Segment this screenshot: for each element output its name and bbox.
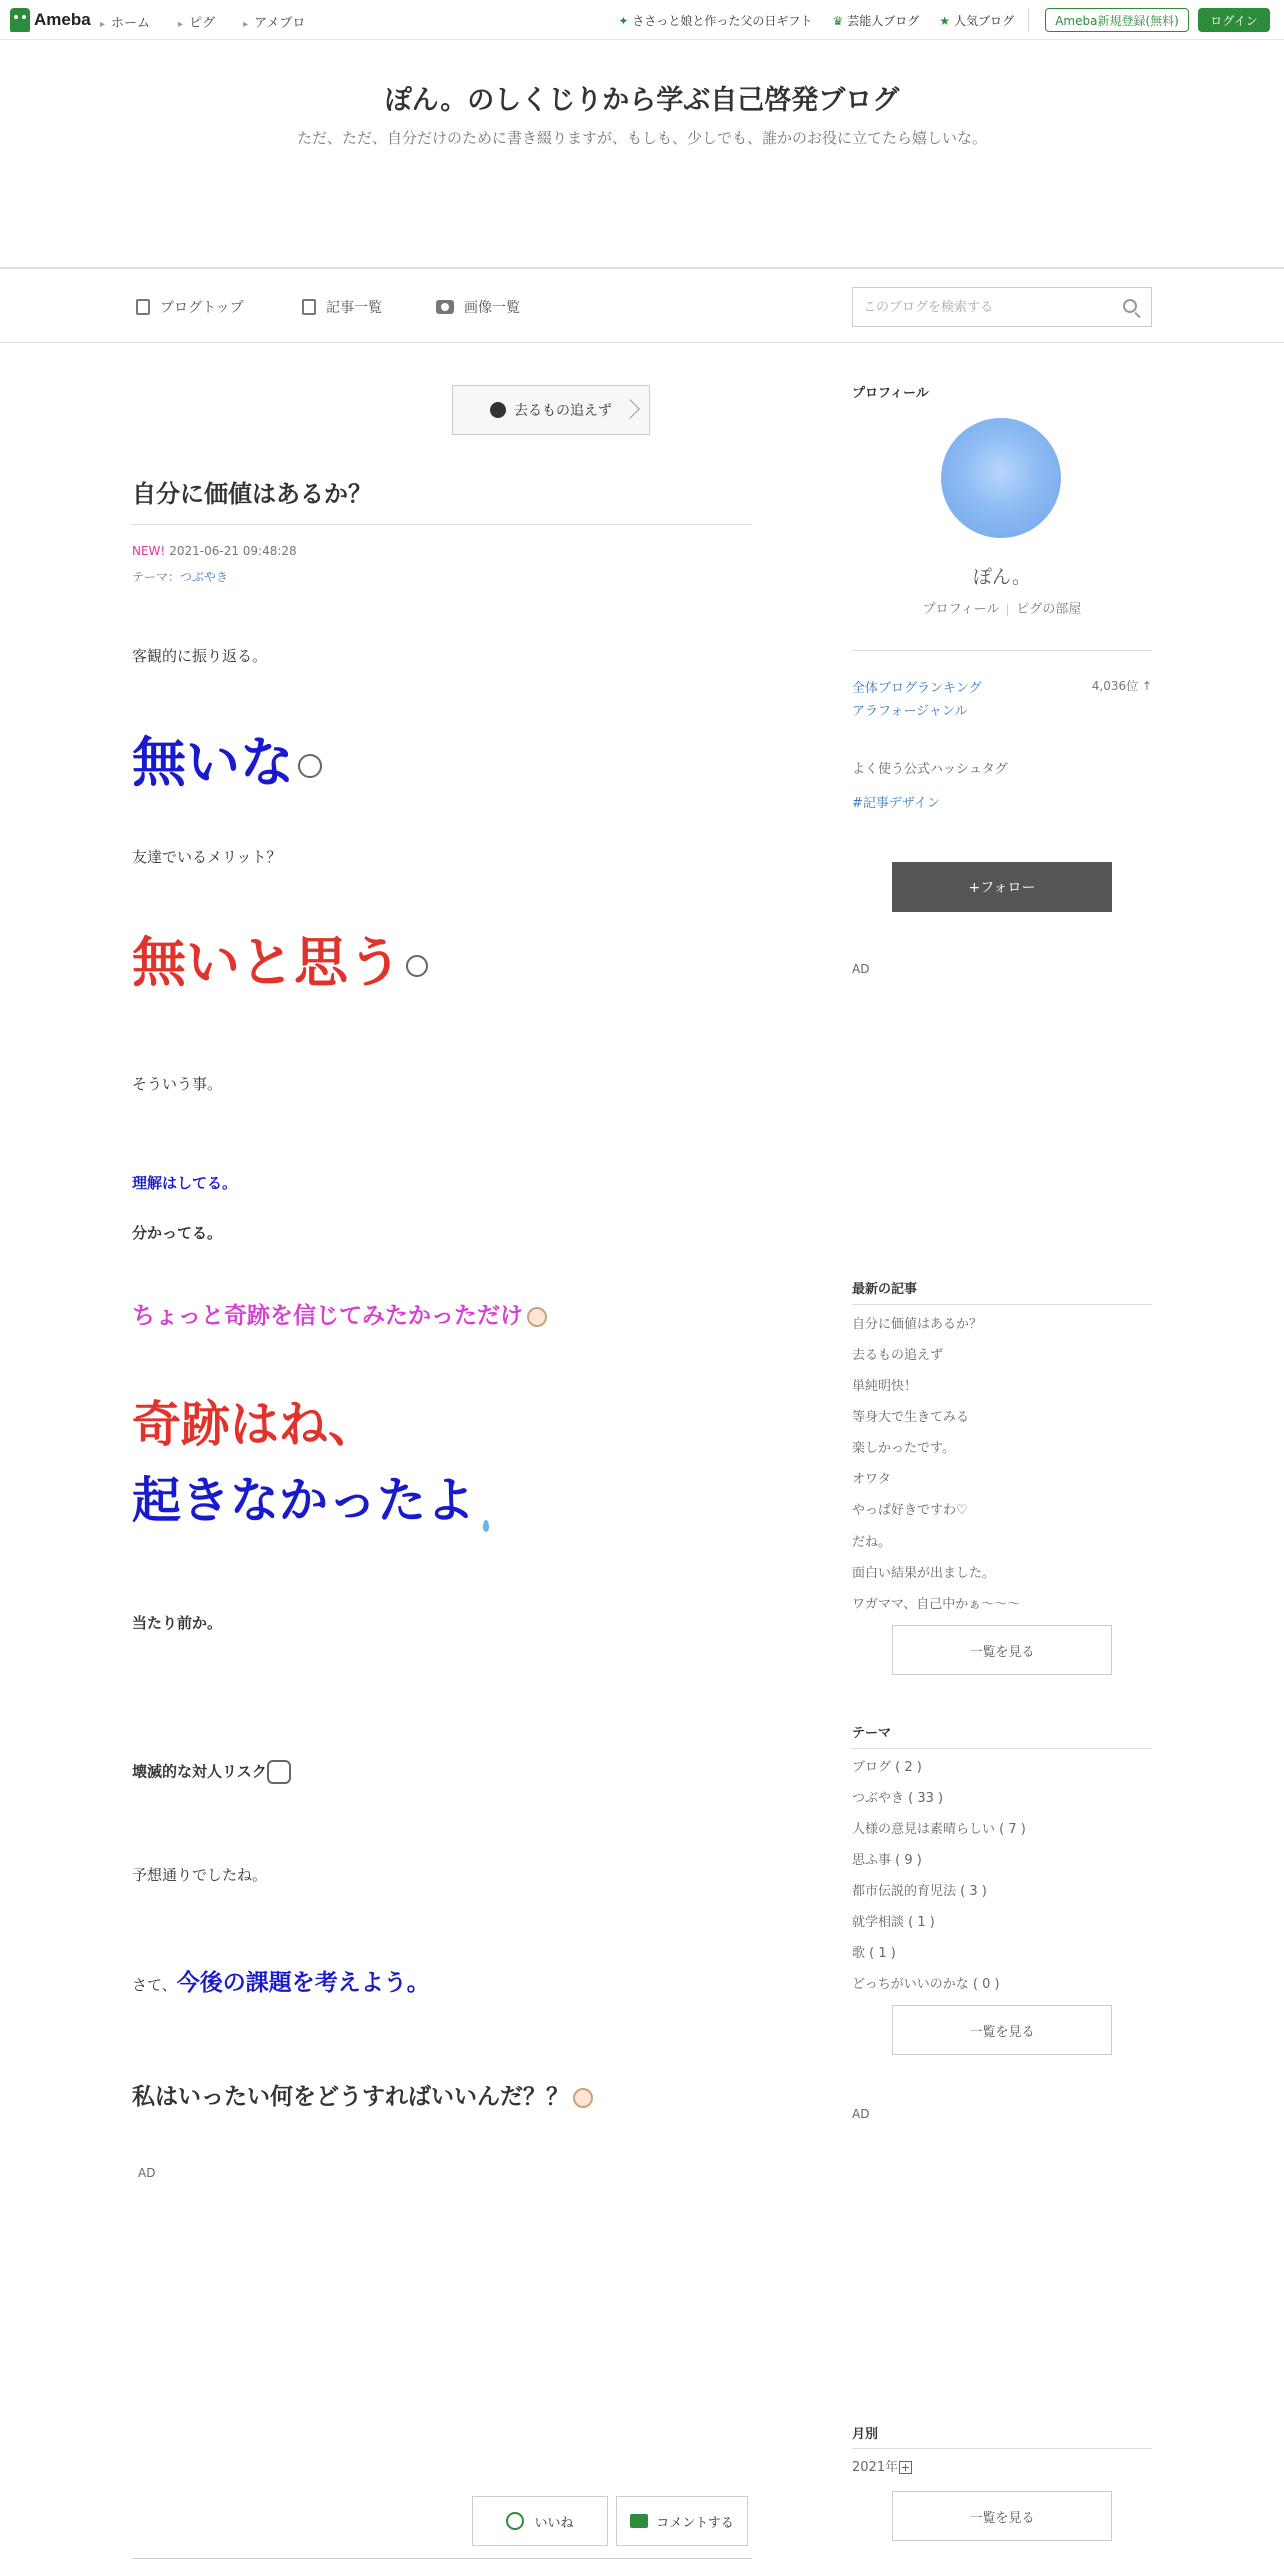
article-text: 客観的に振り返る。 — [132, 647, 268, 665]
recent-entry-link[interactable]: 自分に価値はあるか？ — [852, 1317, 983, 1332]
recent-entry-link[interactable]: ワガママ、自己中かぁ〜〜〜 — [852, 1597, 1021, 1612]
hashtag-link[interactable]: #記事デザイン — [852, 796, 940, 811]
article-date — [132, 544, 297, 558]
article-heading — [132, 1462, 489, 1532]
subnav-blog-top-label: ブログトップ — [160, 300, 244, 316]
article-text: 分かってる。 — [132, 1224, 223, 1242]
article-heading — [132, 720, 322, 797]
divider — [852, 2448, 1152, 2449]
pigg-room-link[interactable]: ピグの部屋 — [1016, 602, 1082, 617]
comment-label: コメントする — [656, 2515, 734, 2531]
theme-link[interactable]: つぶやき ( 33 ) — [852, 1791, 944, 1806]
prev-entry-button[interactable] — [452, 385, 650, 435]
theme-link[interactable]: 歌 ( 1 ) — [852, 1946, 896, 1961]
theme-prefix: テーマ： — [132, 570, 181, 584]
blog-title[interactable]: ぽん。のしくじりから学ぶ自己啓発ブログ — [384, 85, 900, 116]
subnav-entry-list-label: 記事一覧 — [326, 300, 382, 316]
profile-links — [852, 598, 1152, 617]
hashtag-heading: よく使う公式ハッシュタグ — [852, 762, 1008, 777]
article-theme — [132, 568, 228, 585]
theme-link[interactable]: 就学相談 ( 1 ) — [852, 1915, 935, 1930]
theme-heading: テーマ — [852, 1726, 892, 1741]
comment-icon — [630, 2514, 648, 2528]
article-heading-text: 起きなかったよ — [132, 1472, 476, 1529]
theme-link[interactable]: 人様の意見は素晴らしい ( 7 ) — [852, 1822, 1026, 1837]
search-icon[interactable] — [1123, 299, 1137, 313]
crown-icon: ♛ — [832, 14, 844, 28]
blog-subnav — [0, 271, 1284, 343]
prev-entry-label: 去るもの追えず — [514, 403, 612, 419]
article-heading-text: ちょっと奇跡を信じてみたかっただけ — [132, 1303, 523, 1329]
divider — [1028, 8, 1029, 32]
divider — [852, 1304, 1152, 1305]
global-header — [0, 0, 1284, 40]
article-text-inline: さて、 — [132, 1976, 177, 1994]
face-emoji-icon — [298, 754, 322, 778]
divider — [852, 1748, 1152, 1749]
article-text: 予想通りでしたね。 — [132, 1866, 268, 1884]
login-button[interactable]: ログイン — [1198, 8, 1270, 32]
theme-link[interactable]: 思ふ事 ( 9 ) — [852, 1853, 922, 1868]
promo-link-popular[interactable] — [939, 12, 1014, 29]
theme-link[interactable]: 都市伝説的育児法 ( 3 ) — [852, 1884, 987, 1899]
article-heading: 奇跡はね、 — [132, 1396, 378, 1453]
recent-entries-heading: 最新の記事 — [852, 1282, 918, 1297]
follow-button[interactable]: +フォロー — [892, 862, 1112, 912]
ad-label: AD — [852, 2107, 870, 2121]
article-title[interactable]: 自分に価値はあるか？ — [132, 480, 372, 508]
monthly-heading: 月別 — [852, 2427, 879, 2442]
profile-heading: プロフィール — [852, 386, 929, 401]
smile-emoji-icon — [573, 2088, 593, 2108]
droplet-icon — [483, 1520, 489, 1532]
divider — [1007, 604, 1008, 616]
recent-entry-link[interactable]: 去るもの追えず — [852, 1348, 944, 1363]
see-all-themes-button[interactable]: 一覧を見る — [892, 2005, 1112, 2055]
smile-icon — [506, 2512, 524, 2530]
ranking-value: 4,036位 ↑ — [1091, 679, 1152, 693]
recent-entry-link[interactable]: 楽しかったです。 — [852, 1441, 955, 1456]
theme-link[interactable]: どっちがいいのかな ( 0 ) — [852, 1977, 1000, 1992]
ameba-logo[interactable] — [10, 8, 91, 32]
profile-link[interactable]: プロフィール — [922, 602, 1000, 617]
subnav-image-list[interactable] — [436, 297, 520, 317]
ad-label: AD — [138, 2166, 156, 2180]
recent-entry-link[interactable]: 面白い結果が出ました。 — [852, 1566, 996, 1581]
speech-bubble-icon — [490, 402, 506, 418]
document-icon — [136, 299, 150, 315]
see-all-entries-button[interactable]: 一覧を見る — [892, 1625, 1112, 1675]
expand-plus-icon[interactable] — [899, 2461, 912, 2474]
recent-entry-link[interactable]: 単純明快！ — [852, 1379, 918, 1394]
blog-search-input[interactable] — [863, 288, 1103, 326]
ranking-overall-link[interactable]: 全体ブログランキング — [852, 681, 982, 696]
breadcrumb — [100, 12, 305, 31]
nav-home-link[interactable]: ▸ ホーム — [100, 12, 150, 31]
promo-link-celebrity[interactable] — [832, 12, 919, 29]
recent-entry-link[interactable]: だね。 — [852, 1535, 892, 1550]
subnav-entry-list[interactable] — [302, 297, 382, 317]
register-button[interactable]: Ameba新規登録(無料) — [1045, 8, 1189, 32]
copy-icon — [302, 299, 316, 315]
divider — [852, 650, 1152, 651]
smile-emoji-icon — [527, 1307, 547, 1327]
article-text — [132, 1760, 291, 1784]
blog-header — [0, 41, 1284, 269]
ranking-genre-link[interactable]: アラフォージャンル — [852, 704, 968, 719]
comment-button[interactable] — [616, 2496, 748, 2546]
month-label: 2021年 — [852, 2460, 899, 2475]
article-datetime: 2021-06-21 09:48:28 — [169, 544, 297, 558]
promo-link-gift[interactable] — [618, 12, 812, 29]
article-text: 理解はしてる。 — [132, 1174, 238, 1192]
divider — [132, 2558, 752, 2559]
month-link[interactable] — [852, 2456, 912, 2475]
recent-entry-link[interactable]: 等身大で生きてみる — [852, 1410, 970, 1425]
theme-link[interactable]: ブログ ( 2 ) — [852, 1760, 922, 1775]
avatar[interactable] — [941, 418, 1061, 538]
article-heading — [132, 920, 428, 997]
chevron-right-icon — [620, 399, 640, 419]
recent-entry-link[interactable]: やっぱ好きですわ♡ — [852, 1503, 968, 1518]
recent-entry-link[interactable]: オワタ — [852, 1472, 891, 1487]
promo-link-gift-label: ささっと娘と作った父の日ギフト — [632, 14, 813, 28]
subnav-blog-top[interactable] — [136, 297, 244, 317]
nav-ameblo-link[interactable]: ▸ アメブロ — [243, 12, 305, 31]
promo-links — [618, 12, 1014, 29]
ad-label: AD — [852, 962, 870, 976]
promo-link-celebrity-label: 芸能人ブログ — [847, 14, 920, 28]
ameba-logo-text: Ameba — [34, 10, 91, 29]
sparkle-icon: ✦ — [618, 14, 629, 28]
crying-emoji-icon — [406, 955, 428, 977]
article-heading-text: 無いと思う — [132, 931, 402, 994]
blog-description: ただ、ただ、自分だけのために書き綴りますが、もしも、少しでも、誰かのお役に立てたら嬉しいな。 — [296, 129, 987, 147]
article-text-inline: 壊滅的な対人リスク — [132, 1762, 267, 1781]
star-icon: ★ — [939, 14, 950, 28]
see-all-months-button[interactable]: 一覧を見る — [892, 2491, 1112, 2541]
blog-search — [852, 287, 1152, 327]
profile-name[interactable]: ぽん。 — [972, 566, 1032, 588]
new-badge: NEW! — [132, 544, 166, 558]
article-text: そういう事。 — [132, 1075, 223, 1093]
article-heading-text: 私はいったい何をどうすればいいんだ？？ — [132, 2084, 569, 2110]
like-label: いいね — [534, 2515, 574, 2531]
camera-icon — [436, 300, 454, 314]
article-text: 友達でいるメリット？ — [132, 848, 282, 866]
article-heading-text: 無いな — [132, 731, 294, 794]
nav-pigg-link[interactable]: ▸ ピグ — [178, 12, 215, 31]
article-heading — [132, 1297, 547, 1330]
like-button[interactable] — [472, 2496, 608, 2546]
theme-link[interactable]: つぶやき — [180, 570, 229, 584]
divider — [132, 524, 752, 525]
subnav-image-list-label: 画像一覧 — [464, 300, 520, 316]
article-text — [132, 1964, 430, 1997]
article-text: 当たり前か。 — [132, 1614, 223, 1632]
promo-link-popular-label: 人気ブログ — [953, 14, 1014, 28]
shocked-face-icon — [267, 1760, 291, 1784]
ameba-logo-icon — [10, 8, 30, 32]
article-heading — [132, 2078, 593, 2111]
article-text-emphasis: 今後の課題を考えよう。 — [176, 1970, 430, 1996]
